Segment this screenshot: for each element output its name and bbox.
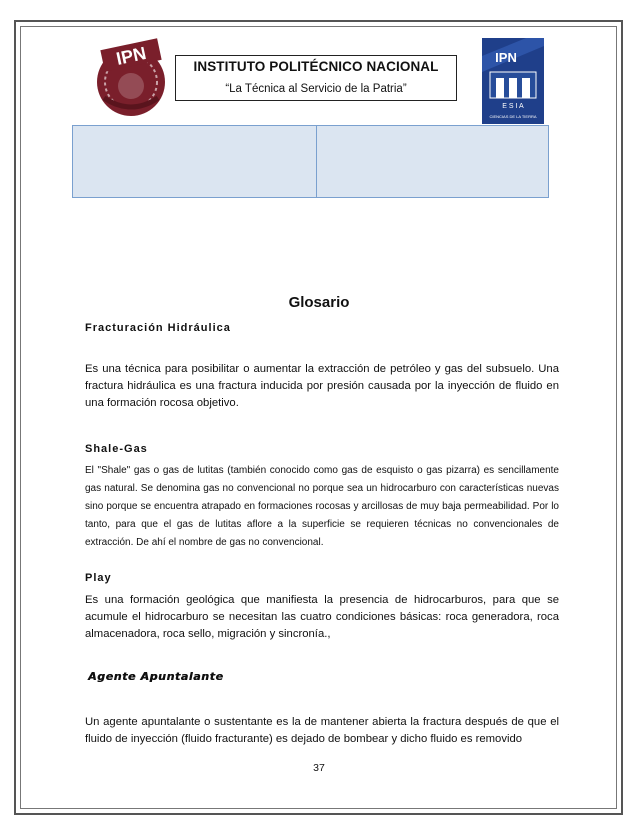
svg-text:IPN: IPN: [495, 50, 517, 65]
section-heading-agente-apuntalante: Agente Apuntalante: [88, 670, 224, 683]
institution-name: INSTITUTO POLITÉCNICO NACIONAL: [193, 59, 439, 74]
svg-text:E S I A: E S I A: [502, 103, 524, 110]
section-text-agente-apuntalante: Un agente apuntalante o sustentante es la de mantener abierta la fractura después de que el fluido de inyección (fluido fracturante) es dejado de bombear y dicho fluido es removido: [85, 716, 559, 745]
svg-text:IPN: IPN: [114, 43, 148, 69]
table-cell-left: [73, 126, 317, 197]
ipn-logo: [90, 38, 172, 120]
section-heading-play: Play: [85, 572, 112, 584]
page-title: Glosario: [288, 294, 350, 311]
institution-header-box: [175, 55, 457, 101]
section-text-shale-gas: El "Shale" gas o gas de lutitas (también conocido como gas de esquisto o gas pizarra) es sencillamente gas natural. Se denomina gas no convencional no porque sea un hidrocarburo con características nuevas sino porque se encuentra atrapado en formaciones rocosas y arcillosas de muy baja permeabilidad. Por lo tanto, para que el gas de lutitas aflore a la superficie se requieren técnicas no convencionales de extracción. De ahí el nombre de gas no convencional.: [85, 465, 559, 548]
section-text-play: Es una formación geológica que manifiesta la presencia de hidrocarburos, para que se acumule el hidrocarburo se necesitan las cuatro condiciones básicas: roca generadora, roca almacenadora, roca sello, migración y sincronía.,: [85, 594, 559, 640]
section-heading-shale-gas: Shale-Gas: [85, 443, 148, 455]
page-number: 37: [313, 762, 325, 774]
svg-text:CIENCIAS DE LA TIERRA: CIENCIAS DE LA TIERRA: [489, 114, 537, 119]
table-cell-right: [317, 126, 548, 197]
section-heading-fracturacion: Fracturación Hidráulica: [85, 322, 231, 334]
section-text-fracturacion: Es una técnica para posibilitar o aumentar la extracción de petróleo y gas del subsuelo. Una fractura hidráulica es una fractura inducida por presión causada por la inyección de fluido en una formación rocosa objetivo.: [85, 363, 559, 409]
esia-logo: [482, 38, 544, 124]
blue-info-table: [72, 125, 549, 198]
institution-motto: “La Técnica al Servicio de la Patria”: [225, 83, 407, 95]
